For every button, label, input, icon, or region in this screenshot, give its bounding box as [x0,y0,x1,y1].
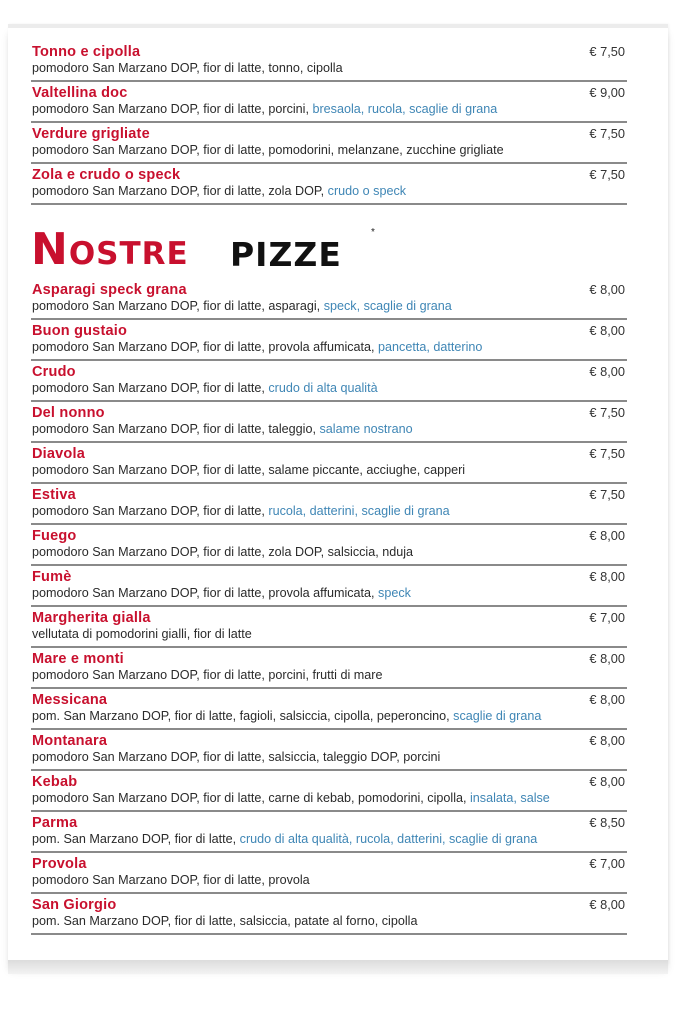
item-description [32,750,440,765]
item-price: € 7,50 [589,487,625,502]
item-price: € 8,00 [589,528,625,543]
menu-item [31,84,627,123]
item-name: Mare e monti [32,651,124,667]
menu-item [31,322,627,361]
item-name: Zola e crudo o speck [32,167,181,183]
menu-item [31,404,627,443]
asterisk-note-mark: * [371,227,375,238]
menu-item [31,691,627,730]
item-description [32,143,504,158]
item-ingredients-highlighted: crudo di alta qualità [268,381,378,395]
item-name: Diavola [32,446,85,462]
item-description [32,586,411,601]
item-description [32,873,310,888]
item-ingredients: pomodoro San Marzano DOP, fior di latte, provola affumicata, [32,340,379,354]
item-price: € 8,00 [589,692,625,707]
item-price: € 8,00 [589,364,625,379]
menu-item [31,445,627,484]
item-ingredients-highlighted: scaglie di grana [453,709,542,723]
item-ingredients: pomodoro San Marzano DOP, fior di latte, tonno, cipolla [32,61,343,75]
section-title-sub: PIZZE [230,235,342,274]
item-ingredients-highlighted: salame nostrano [319,422,413,436]
item-ingredients: pom. San Marzano DOP, fior di latte, [32,832,240,846]
item-ingredients: pomodoro San Marzano DOP, fior di latte, asparagi, [32,299,324,313]
menu-item [31,896,627,935]
menu-item [31,732,627,771]
item-ingredients: pomodoro San Marzano DOP, fior di latte, carne di kebab, pomodorini, cipolla, [32,791,470,805]
item-ingredients: pomodoro San Marzano DOP, fior di latte, salame piccante, acciughe, capperi [32,463,466,477]
item-name: Fuego [32,528,77,544]
item-price: € 7,50 [589,167,625,182]
item-description [32,61,343,76]
item-price: € 7,50 [589,446,625,461]
item-ingredients-highlighted: pancetta, datterino [378,340,483,354]
item-description [32,463,465,478]
item-name: Montanara [32,733,108,749]
item-ingredients-highlighted: rucola, datterini, scaglie di grana [268,504,450,518]
item-name: Margherita gialla [32,610,151,626]
item-price: € 8,00 [589,733,625,748]
pizza-list [31,281,627,935]
item-ingredients-highlighted: insalata, salse [470,791,550,805]
menu-content [31,43,627,937]
menu-item [31,125,627,164]
item-price: € 9,00 [589,85,625,100]
item-ingredients-highlighted: speck [378,586,411,600]
item-description [32,184,406,199]
menu-item [31,814,627,853]
section-title-nostre-pizze [31,225,627,281]
item-name: Buon gustaio [32,323,128,339]
item-price: € 8,00 [589,651,625,666]
item-ingredients: vellutata di pomodorini gialli, fior di latte [32,627,252,641]
item-ingredients: pomodoro San Marzano DOP, fior di latte, zola DOP, [32,184,328,198]
menu-item [31,486,627,525]
menu-item [31,527,627,566]
item-ingredients-highlighted: crudo o speck [327,184,407,198]
section-title-main: Nostre [31,224,189,275]
item-name: Verdure grigliate [32,126,150,142]
item-name: Fumè [32,569,72,585]
item-description [32,709,541,724]
item-price: € 7,00 [589,856,625,871]
item-name: Estiva [32,487,76,503]
item-ingredients: pomodoro San Marzano DOP, fior di latte, porcini, frutti di mare [32,668,383,682]
item-price: € 8,00 [589,323,625,338]
item-price: € 8,50 [589,815,625,830]
item-ingredients: pom. San Marzano DOP, fior di latte, salsiccia, patate al forno, cipolla [32,914,418,928]
menu-item [31,166,627,205]
item-ingredients: pomodoro San Marzano DOP, fior di latte, [32,381,269,395]
item-ingredients-highlighted: crudo di alta qualità, rucola, datterini, scaglie di grana [239,832,538,846]
item-price: € 7,50 [589,405,625,420]
item-name: Valtellina doc [32,85,128,101]
top-items-list [31,43,627,205]
item-description [32,668,382,683]
item-name: Messicana [32,692,108,708]
item-ingredients: pom. San Marzano DOP, fior di latte, fagioli, salsiccia, cipolla, peperoncino, [32,709,454,723]
menu-item [31,773,627,812]
item-description [32,102,497,117]
item-price: € 8,00 [589,569,625,584]
menu-item [31,43,627,82]
item-name: Del nonno [32,405,105,421]
menu-item [31,363,627,402]
item-ingredients: pomodoro San Marzano DOP, fior di latte, pomodorini, melanzane, zucchine grigliate [32,143,504,157]
item-price: € 7,50 [589,126,625,141]
item-description [32,340,482,355]
item-name: Asparagi speck grana [32,282,187,298]
item-name: Provola [32,856,87,872]
page-shadow [8,960,668,974]
item-name: Tonno e cipolla [32,44,141,60]
item-ingredients: pomodoro San Marzano DOP, fior di latte, taleggio, [32,422,320,436]
item-ingredients: pomodoro San Marzano DOP, fior di latte, salsiccia, taleggio DOP, porcini [32,750,441,764]
item-description [32,545,413,560]
item-description [32,422,413,437]
item-description [32,791,550,806]
item-price: € 8,00 [589,774,625,789]
item-description [32,381,378,396]
menu-item [31,855,627,894]
menu-item [31,281,627,320]
item-price: € 8,00 [589,282,625,297]
item-name: Parma [32,815,78,831]
menu-item [31,609,627,648]
item-description [32,832,537,847]
item-name: Kebab [32,774,78,790]
item-description [32,299,452,314]
item-ingredients: pomodoro San Marzano DOP, fior di latte, provola [32,873,310,887]
item-name: Crudo [32,364,76,380]
item-ingredients: pomodoro San Marzano DOP, fior di latte, [32,504,269,518]
item-description [32,504,450,519]
menu-item [31,568,627,607]
item-description [32,627,252,642]
item-ingredients-highlighted: bresaola, rucola, scaglie di grana [312,102,498,116]
item-ingredients: pomodoro San Marzano DOP, fior di latte, zola DOP, salsiccia, nduja [32,545,414,559]
menu-item [31,650,627,689]
item-name: San Giorgio [32,897,117,913]
item-ingredients: pomodoro San Marzano DOP, fior di latte, porcini, [32,102,313,116]
item-price: € 8,00 [589,897,625,912]
item-description [32,914,417,929]
item-price: € 7,50 [589,44,625,59]
item-price: € 7,00 [589,610,625,625]
item-ingredients: pomodoro San Marzano DOP, fior di latte, provola affumicata, [32,586,379,600]
item-ingredients-highlighted: speck, scaglie di grana [323,299,452,313]
